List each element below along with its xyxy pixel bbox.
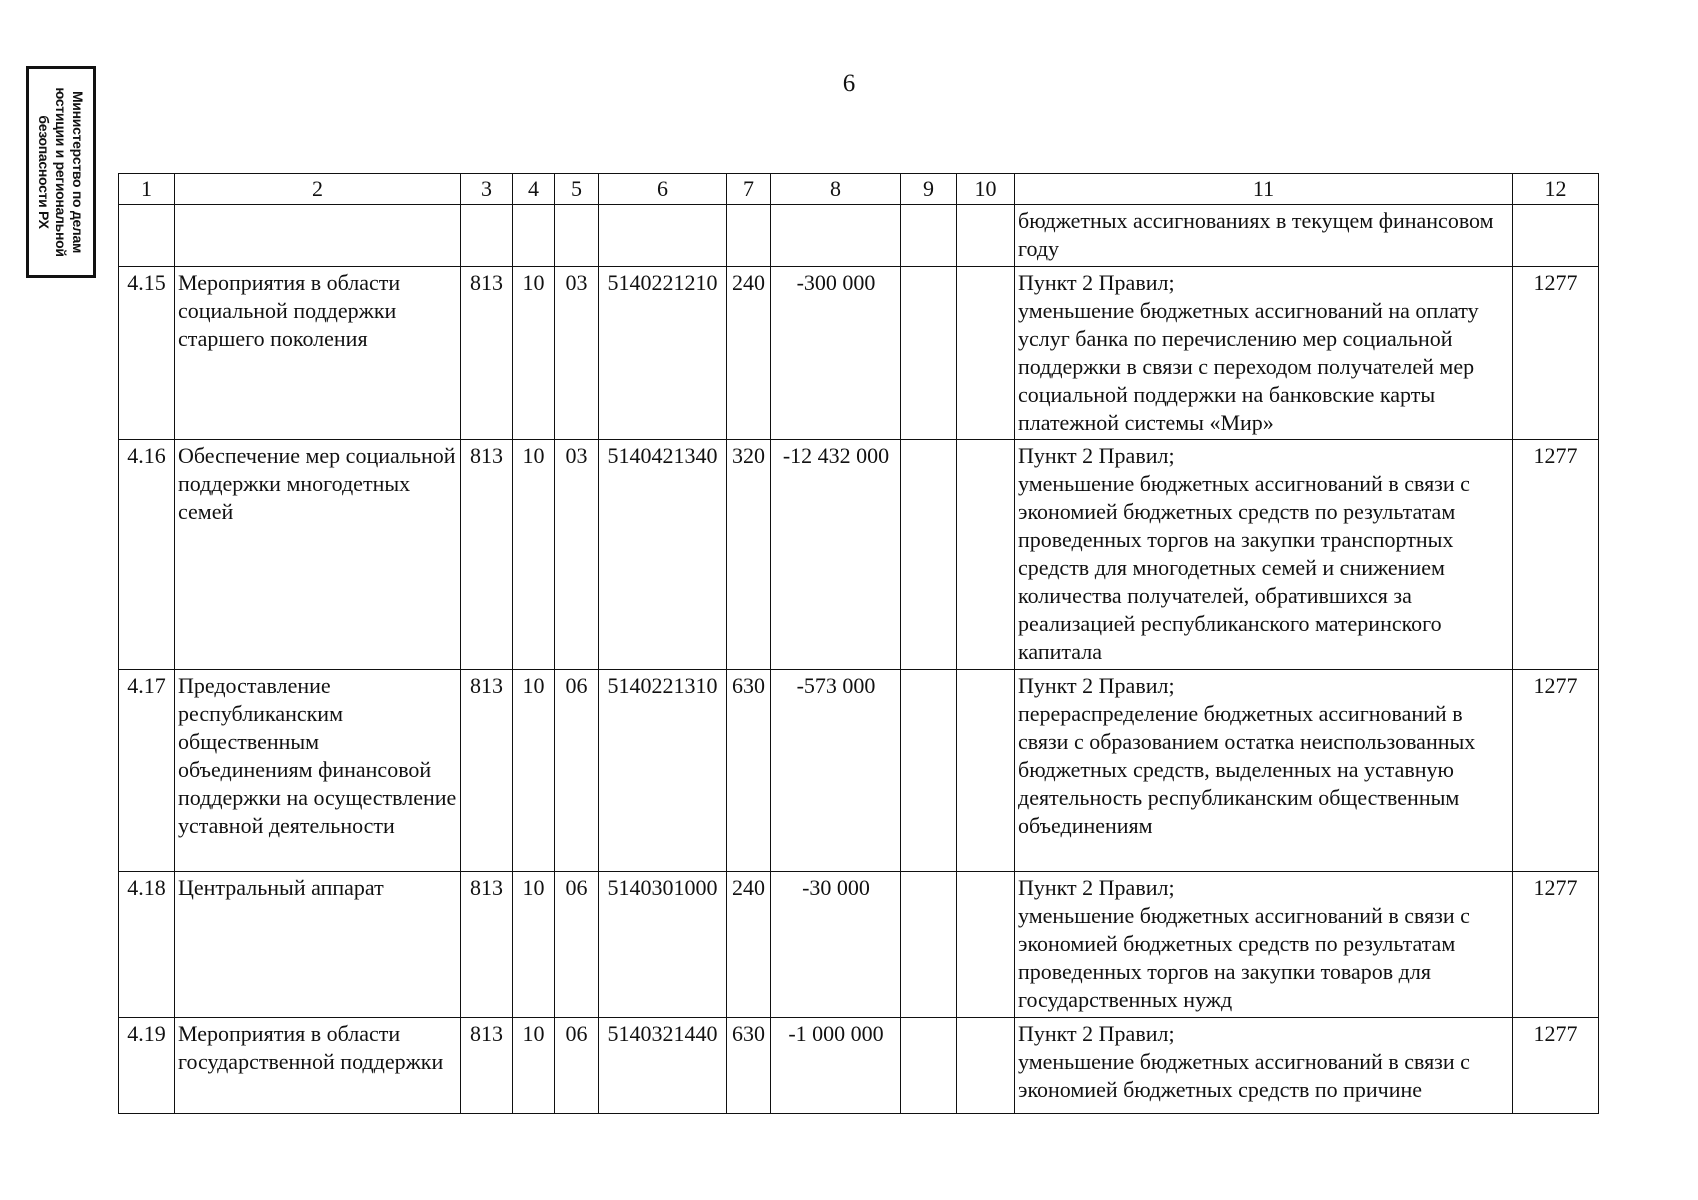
cell-c5: 06 — [555, 872, 599, 1018]
description-text: уменьшение бюджетных ассигнований на оплату услуг банка по перечислению мер социальной поддержки в связи с переходом получателей мер социальной поддержки на банковские карты платежной системы «Мир» — [1018, 298, 1479, 435]
description-text: уменьшение бюджетных ассигнований в связи с экономией бюджетных средств по результатам проведенных торгов на закупки товаров для государственных нужд — [1018, 903, 1470, 1012]
cell-c3: 813 — [461, 872, 513, 1018]
cell-c7: 320 — [727, 440, 771, 670]
cell-amount: -573 000 — [771, 670, 901, 872]
cell-c3: 813 — [461, 670, 513, 872]
cell-c12: 1277 — [1513, 440, 1599, 670]
cell-c10 — [957, 440, 1015, 670]
cell-c12: 1277 — [1513, 267, 1599, 440]
basis-text: Пункт 2 Правил; — [1018, 875, 1175, 900]
table-row — [119, 267, 1599, 440]
stamp-line-3: безопасности РХ — [36, 115, 53, 229]
cell-c3: 813 — [461, 1018, 513, 1114]
cell-c12: 1277 — [1513, 1018, 1599, 1114]
cell-c10 — [957, 1018, 1015, 1114]
row-number: 4.18 — [119, 872, 175, 1018]
description-text: уменьшение бюджетных ассигнований в связи с экономией бюджетных средств по причине — [1018, 1049, 1470, 1102]
cell-c10 — [957, 872, 1015, 1018]
header-cell: 8 — [771, 174, 901, 205]
header-cell: 12 — [1513, 174, 1599, 205]
table-row — [119, 670, 1599, 872]
cell-c6: 5140301000 — [599, 872, 727, 1018]
row-number: 4.16 — [119, 440, 175, 670]
description-text: перераспределение бюджетных ассигнований в связи с образованием остатка неиспользованных бюджетных средств, выделенных на уставную деятельность республиканским общественным объединениям — [1018, 701, 1476, 838]
header-cell: 2 — [175, 174, 461, 205]
basis-text: Пункт 2 Правил; — [1018, 270, 1175, 295]
cell-c12: 1277 — [1513, 670, 1599, 872]
table-row — [119, 440, 1599, 670]
row-name: Мероприятия в области государственной поддержки — [175, 1018, 461, 1114]
row-name: Центральный аппарат — [175, 872, 461, 1018]
header-cell: 3 — [461, 174, 513, 205]
stamp-line-1: Министерство по делам — [70, 90, 87, 254]
row-number: 4.19 — [119, 1018, 175, 1114]
cell-amount: -30 000 — [771, 872, 901, 1018]
cell-amount: -300 000 — [771, 267, 901, 440]
header-cell: 11 — [1015, 174, 1513, 205]
cell-c12: 1277 — [1513, 872, 1599, 1018]
header-cell: 5 — [555, 174, 599, 205]
cell-c9 — [901, 267, 957, 440]
budget-table — [118, 173, 1599, 1114]
cell-c6: 5140421340 — [599, 440, 727, 670]
cell-basis-description — [1015, 670, 1513, 872]
cell-c4: 10 — [513, 670, 555, 872]
continuation-description: бюджетных ассигнованиях в текущем финансовом году — [1015, 205, 1513, 267]
cell-c4: 10 — [513, 440, 555, 670]
cell-c3: 813 — [461, 267, 513, 440]
cell-c4: 10 — [513, 267, 555, 440]
cell-c3: 813 — [461, 440, 513, 670]
row-name: Предоставление республиканским общественным объединениям финансовой поддержки на осуществление уставной деятельности — [175, 670, 461, 872]
cell-c4: 10 — [513, 872, 555, 1018]
row-name: Мероприятия в области социальной поддержки старшего поколения — [175, 267, 461, 440]
cell-amount: -1 000 000 — [771, 1018, 901, 1114]
basis-text: Пункт 2 Правил; — [1018, 1021, 1175, 1046]
description-text: уменьшение бюджетных ассигнований в связи с экономией бюджетных средств по результатам проведенных торгов на закупки транспортных средств для многодетных семей и снижением количества получателей, обратившихся за реализацией республиканского материнского капитала — [1018, 471, 1470, 664]
header-cell: 4 — [513, 174, 555, 205]
cell-c10 — [957, 267, 1015, 440]
cell-c5: 03 — [555, 267, 599, 440]
table-row — [119, 872, 1599, 1018]
cell-c7: 240 — [727, 267, 771, 440]
cell-c9 — [901, 1018, 957, 1114]
cell-c9 — [901, 440, 957, 670]
row-number: 4.17 — [119, 670, 175, 872]
cell-c6: 5140221310 — [599, 670, 727, 872]
header-row — [119, 174, 1599, 205]
header-cell: 10 — [957, 174, 1015, 205]
cell-c5: 06 — [555, 1018, 599, 1114]
cell-c7: 240 — [727, 872, 771, 1018]
stamp-text — [29, 69, 93, 275]
cell-c5: 06 — [555, 670, 599, 872]
stamp-line-2: юстиции и региональной — [53, 87, 70, 257]
row-name: Обеспечение мер социальной поддержки многодетных семей — [175, 440, 461, 670]
cell-basis-description — [1015, 872, 1513, 1018]
header-cell: 1 — [119, 174, 175, 205]
cell-c7: 630 — [727, 670, 771, 872]
row-number: 4.15 — [119, 267, 175, 440]
header-cell: 9 — [901, 174, 957, 205]
cell-c10 — [957, 670, 1015, 872]
table-row — [119, 1018, 1599, 1114]
header-cell: 6 — [599, 174, 727, 205]
basis-text: Пункт 2 Правил; — [1018, 443, 1175, 468]
continuation-row — [119, 205, 1599, 267]
cell-c5: 03 — [555, 440, 599, 670]
cell-amount: -12 432 000 — [771, 440, 901, 670]
page-number: 6 — [842, 70, 856, 97]
cell-c4: 10 — [513, 1018, 555, 1114]
basis-text: Пункт 2 Правил; — [1018, 673, 1175, 698]
cell-basis-description — [1015, 440, 1513, 670]
cell-c7: 630 — [727, 1018, 771, 1114]
cell-c6: 5140221210 — [599, 267, 727, 440]
cell-c9 — [901, 670, 957, 872]
header-cell: 7 — [727, 174, 771, 205]
cell-c9 — [901, 872, 957, 1018]
cell-basis-description — [1015, 1018, 1513, 1114]
cell-basis-description — [1015, 267, 1513, 440]
cell-c6: 5140321440 — [599, 1018, 727, 1114]
